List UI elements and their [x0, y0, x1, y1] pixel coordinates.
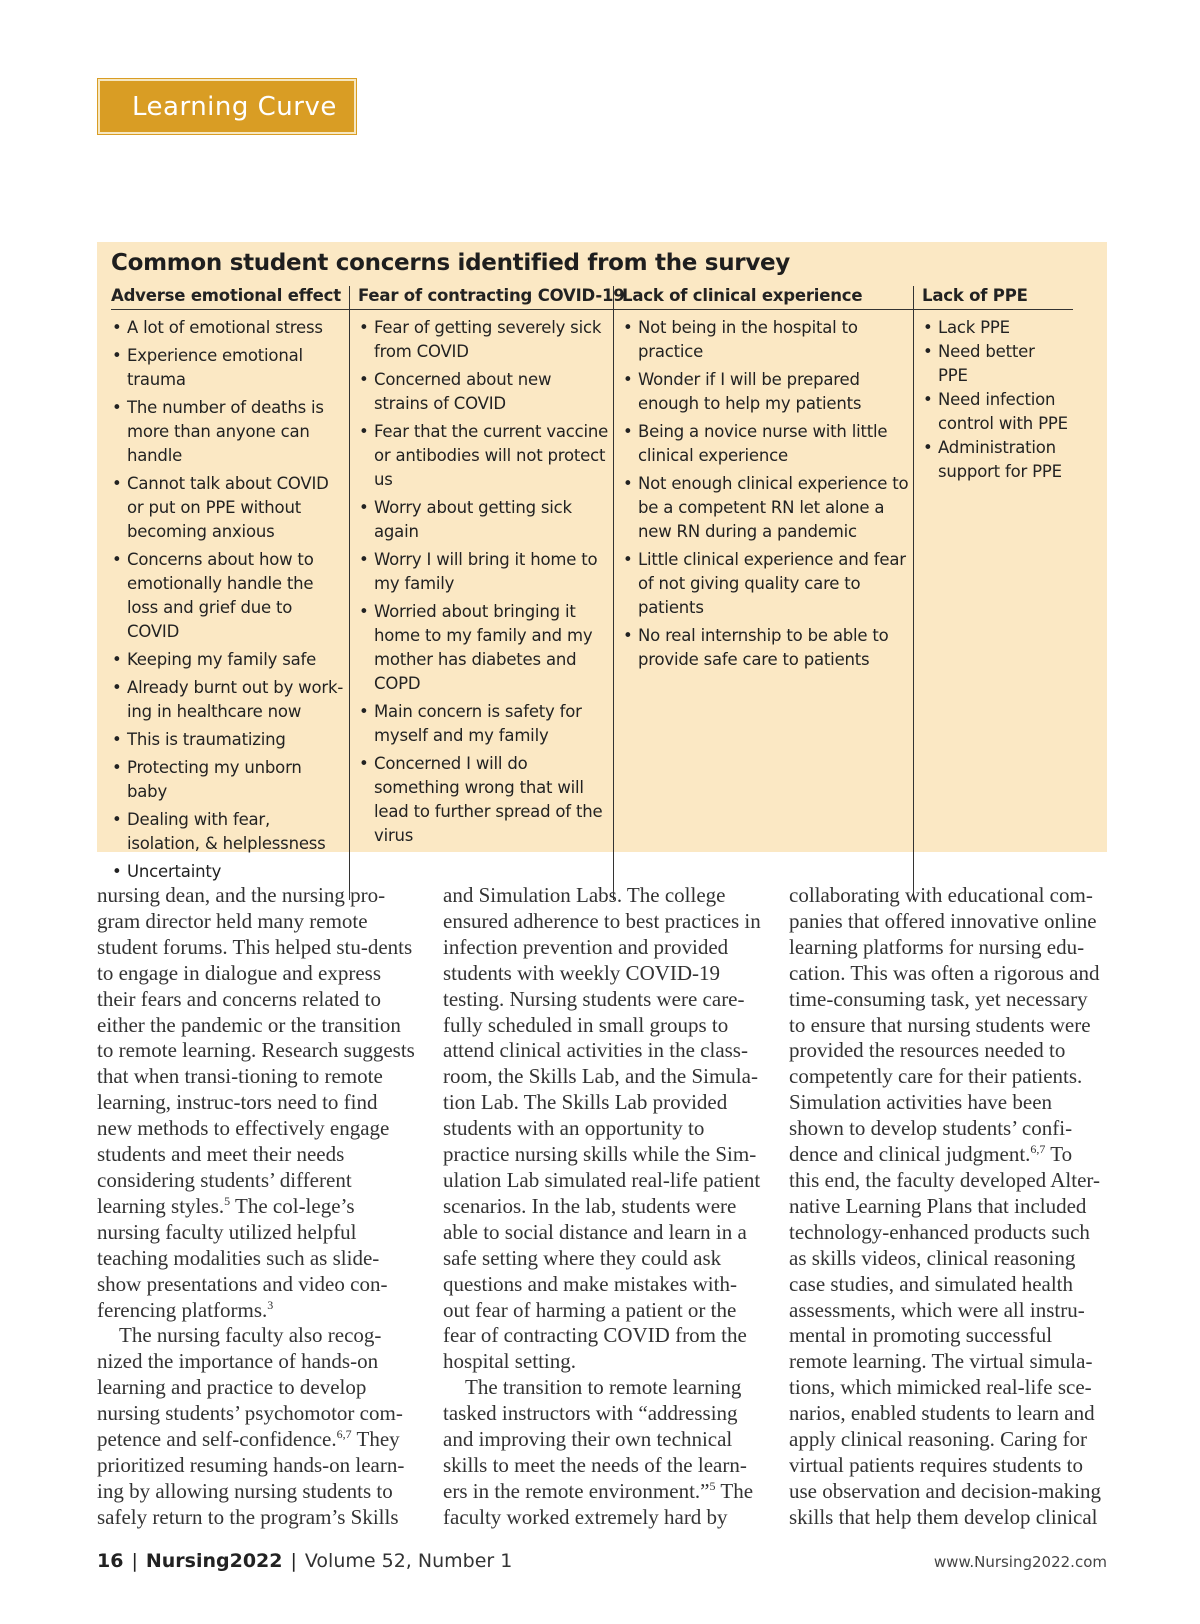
concern-item: • Little clinical experience and fear of not giving quality care to patients [622, 548, 909, 620]
concern-item: • Dealing with fear, isolation, & helplessness [111, 808, 345, 856]
text-run: The faculty worked extremely hard by [443, 1478, 754, 1529]
concern-item: • Being a novice nurse with little clinical experience [622, 420, 909, 468]
text-run: The transition to remote learning tasked instructors with “addressing and improving their own technical skills to meet the needs of the learn-ers in the remote environment.” [443, 1375, 747, 1503]
concerns-table [111, 286, 1093, 900]
concern-item: • Already burnt out by work-ing in healthcare now [111, 676, 345, 724]
text-run: To this end, the faculty developed Alter-native Learning Plans that included technology-enhanced products such as skills videos, clinical reasoning case studies, and simulated health assessments, which were all instru-mental in promoting successful remote learning. The virtual simula-tions, which mimicked real-life sce-narios, enabled students to learn and apply clinical reasoning. Caring for virtual patients requires students to use observation and decision-making skills that help them develop clinical [789, 1142, 1102, 1529]
article-column-3 [789, 883, 1107, 1533]
concern-list [914, 310, 1073, 496]
citation: 6,7 [336, 1427, 352, 1442]
concern-item: • Worry I will bring it home to my family [358, 548, 609, 596]
text-run: The col-lege’s nursing faculty utilized helpful teaching modalities such as slide-show presentations and video con-ferencing platforms. [97, 1193, 388, 1322]
article-column-2 [443, 883, 761, 1533]
concern-item: • Not enough clinical experience to be a competent RN let alone a new RN during a pandemic [622, 472, 909, 544]
concern-item: • A lot of emotional stress [111, 316, 345, 340]
paragraph [443, 1375, 761, 1530]
column-lack-of-ppe [913, 286, 1073, 900]
column-heading: Lack of clinical experience [614, 286, 913, 310]
column-heading: Fear of contracting COVID-19 [350, 286, 613, 310]
page-footer [97, 1550, 1107, 1572]
paragraph [97, 883, 415, 1323]
concern-item: • Fear of getting severely sick from COVID [358, 316, 609, 364]
concern-item: • The number of deaths is more than anyone can handle [111, 396, 345, 468]
paragraph [789, 883, 1107, 1531]
concern-list [350, 310, 613, 864]
text-run: collaborating with educational com-panies that offered innovative online learning platforms for nursing edu-cation. This was often a rigorous and time-consuming task, yet necessary to ensure that nursing students were provided the resources needed to competently care for their patients. Simulation activities have been shown to develop students’ confi-dence and clinical judgment. [789, 883, 1100, 1167]
concern-list [111, 310, 349, 900]
concern-item: • Uncertainty [111, 860, 345, 884]
concern-item: • Lack PPE [922, 316, 1069, 340]
paragraph [97, 1323, 415, 1530]
concern-item: • Administration support for PPE [922, 436, 1069, 484]
concern-item: • Not being in the hospital to practice [622, 316, 909, 364]
column-heading: Adverse emotional effect [111, 286, 349, 310]
concern-item: • Worry about getting sick again [358, 496, 609, 544]
concern-item: • Fear that the current vaccine or antibodies will not protect us [358, 420, 609, 492]
text-run: The nursing faculty also recog-nized the importance of hands-on learning and practice to develop nursing students’ psychomotor com-petence and self-confidence. [97, 1323, 403, 1452]
page-number: 16 [97, 1550, 124, 1572]
citation: 5 [709, 1478, 716, 1493]
concern-item: • Concerned I will do something wrong that will lead to further spread of the virus [358, 752, 609, 848]
footer-url[interactable]: www.Nursing2022.com [933, 1553, 1107, 1571]
column-lack-of-clinical-experience [613, 286, 913, 900]
section-label: Learning Curve [98, 79, 356, 134]
article-body [97, 883, 1107, 1533]
concern-item: • Concerned about new strains of COVID [358, 368, 609, 416]
article-column-1 [97, 883, 415, 1533]
text-run: nursing dean, and the nursing pro-gram director held many remote student forums. This helped stu-dents to engage in dialogue and express their fears and concerns related to either the pandemic or the transition to remote learning. Research suggests that when transi-tioning to remote learning, instruc-tors need to find new methods to effectively engage students and meet their needs considering students’ different learning styles. [97, 883, 415, 1218]
concern-item: • This is traumatizing [111, 728, 345, 752]
footer-separator: | [290, 1550, 297, 1572]
citation: 5 [224, 1193, 231, 1208]
survey-concerns-sidebar [97, 242, 1107, 881]
citation: 6,7 [1030, 1142, 1046, 1157]
footer-citation [97, 1550, 512, 1572]
concern-item: • Keeping my family safe [111, 648, 345, 672]
volume-info: Volume 52, Number 1 [304, 1550, 513, 1572]
magazine-name: Nursing2022 [145, 1550, 283, 1572]
concern-item: • Cannot talk about COVID or put on PPE without becoming anxious [111, 472, 345, 544]
concern-item: • Need infection control with PPE [922, 388, 1069, 436]
concern-item: • Main concern is safety for myself and my family [358, 700, 609, 748]
concern-item: • Need better PPE [922, 340, 1069, 388]
concern-item: • Experience emotional trauma [111, 344, 345, 392]
concern-item: • Protecting my unborn baby [111, 756, 345, 804]
concern-list [614, 310, 913, 688]
concern-item: • Wonder if I will be prepared enough to help my patients [622, 368, 909, 416]
concern-item: • Concerns about how to emotionally handle the loss and grief due to COVID [111, 548, 345, 644]
column-adverse-emotional-effect [111, 286, 349, 900]
text-run: They prioritized resuming hands-on learn-ing by allowing nursing students to safely return to the program’s Skills [97, 1427, 405, 1529]
concern-item: • No real internship to be able to provide safe care to patients [622, 624, 909, 672]
sidebar-title: Common student concerns identified from the survey [111, 250, 790, 276]
column-fear-of-contracting-covid [349, 286, 625, 900]
column-heading: Lack of PPE [914, 286, 1073, 310]
concern-item: • Worried about bringing it home to my family and my mother has diabetes and COPD [358, 600, 609, 696]
footer-separator: | [131, 1550, 138, 1572]
citation: 3 [267, 1297, 274, 1312]
paragraph: and Simulation Labs. The college ensured adherence to best practices in infection prevention and provided students with weekly COVID-19 testing. Nursing students were care-fully scheduled in small groups to attend clinical activities in the class-room, the Skills Lab, and the Simula-tion Lab. The Skills Lab provided students with an opportunity to practice nursing skills while the Sim-ulation Lab simulated real-life patient scenarios. In the lab, students were able to social distance and learn in a safe setting where they could ask questions and make mistakes with-out fear of harming a patient or the fear of contracting COVID from the hospital setting. [443, 883, 761, 1374]
